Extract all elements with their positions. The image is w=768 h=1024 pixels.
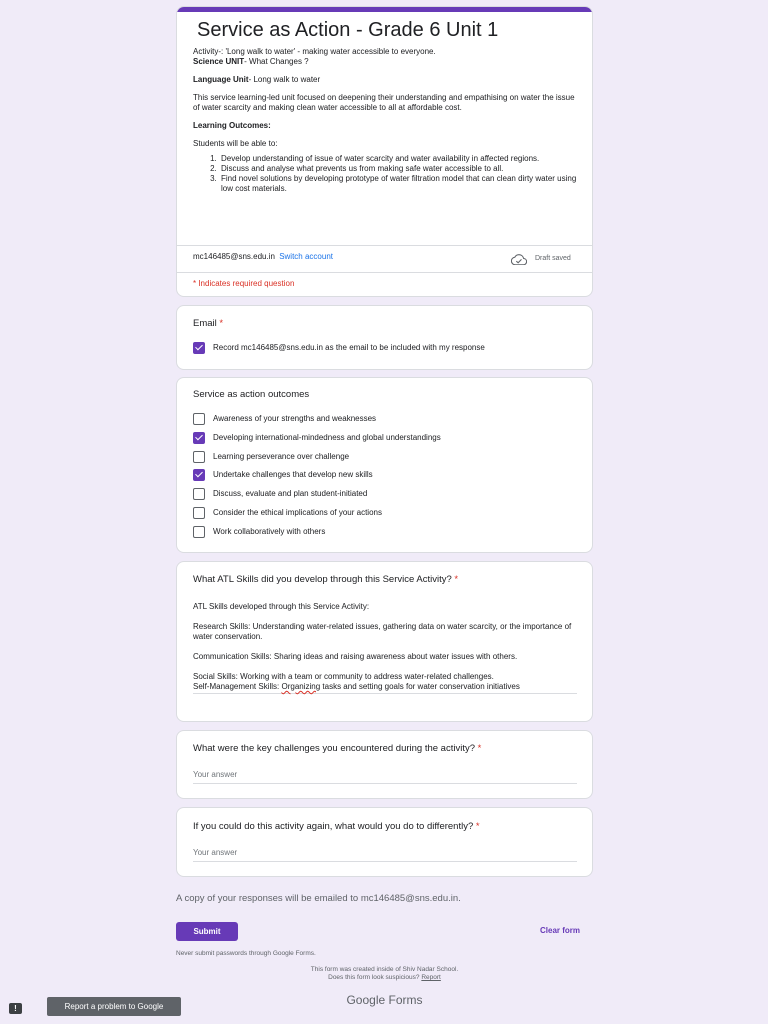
atl-answer-line: Research Skills: Understanding water-related issues, gathering data on water scarcity, or the importance of water conservation.: [193, 622, 572, 641]
clear-form-button[interactable]: Clear form: [540, 926, 581, 935]
atl-answer-textarea[interactable]: [193, 602, 577, 694]
outcome-option[interactable]: [193, 487, 367, 500]
science-unit-value: - What Changes ?: [244, 57, 309, 66]
feedback-icon[interactable]: !: [9, 1003, 22, 1014]
differently-answer-input[interactable]: Your answer: [193, 846, 577, 862]
students-line: Students will be able to:: [193, 139, 278, 148]
description-paragraph: This service learning-led unit focused on deepening their understanding and empathising on water the issue of water scarcity and making clean water accessible to all at affordable cost.: [193, 93, 575, 112]
google-forms-logo[interactable]: Google Forms: [346, 993, 423, 1007]
challenges-question-card: [176, 730, 593, 799]
outcome-label: Consider the ethical implications of your actions: [213, 508, 382, 517]
outcome-label: Developing international-mindedness and global understandings: [213, 433, 441, 442]
outcome-option[interactable]: [193, 431, 441, 444]
outcome-checkbox[interactable]: [193, 451, 205, 463]
science-unit-label: Science UNIT: [193, 57, 245, 66]
learning-outcome-item: 3. Find novel solutions by developing prototype of water filtration model that can clean dirty water using low cost materials.: [219, 174, 577, 194]
suspicious-line: Does this form look suspicious? Report: [328, 974, 441, 981]
record-email-checkbox-row[interactable]: [193, 341, 485, 354]
outcome-checkbox[interactable]: [193, 413, 205, 425]
account-email-line: [193, 252, 333, 261]
outcomes-question-title: Service as action outcomes: [193, 389, 310, 400]
outcome-checkbox[interactable]: [193, 488, 205, 500]
atl-answer-line: ATL Skills developed through this Service Activity:: [193, 602, 370, 611]
header-accent-bar: [177, 7, 592, 12]
copy-responses-note: A copy of your responses will be emailed to mc146485@sns.edu.in.: [176, 893, 461, 904]
submit-button[interactable]: Submit: [176, 922, 238, 941]
outcome-label: Learning perseverance over challenge: [213, 452, 350, 461]
email-question-card: [176, 305, 593, 370]
science-unit-line: [193, 57, 577, 67]
differently-question-card: [176, 807, 593, 877]
language-unit-label: Language Unit: [193, 75, 249, 84]
atl-answer-line: Communication Skills: Sharing ideas and raising awareness about water issues with others.: [193, 652, 518, 661]
differently-question-title: If you could do this activity again, what would you do to differently? *: [193, 821, 480, 832]
switch-account-link[interactable]: Switch account: [279, 252, 333, 261]
form-header-card: [176, 6, 593, 297]
outcome-label: Awareness of your strengths and weaknesses: [213, 414, 377, 423]
learning-outcome-item: 1. Develop understanding of issue of water scarcity and water availability in affected regions.: [219, 154, 577, 164]
report-link[interactable]: Report: [421, 974, 441, 981]
outcome-option[interactable]: [193, 412, 376, 425]
outcome-option[interactable]: [193, 450, 349, 463]
outcome-checkbox[interactable]: [193, 469, 205, 481]
learning-outcomes-heading: Learning Outcomes:: [193, 121, 271, 130]
language-unit-line: [193, 75, 577, 85]
outcome-checkbox[interactable]: [193, 432, 205, 444]
learning-outcomes-list: [219, 154, 577, 194]
required-note: * Indicates required question: [193, 279, 295, 288]
password-warning: Never submit passwords through Google Forms.: [176, 950, 316, 957]
atl-answer-line: Social Skills: Working with a team or community to address water-related challenges.: [193, 672, 494, 681]
account-row: [177, 245, 592, 273]
learning-outcome-item: 2. Discuss and analyse what prevents us from making safe water accessible to all.: [219, 164, 577, 174]
outcome-label: Discuss, evaluate and plan student-initiated: [213, 489, 368, 498]
spellcheck-word: Organizing: [281, 682, 321, 691]
challenges-question-title: What were the key challenges you encountered during the activity? *: [193, 743, 482, 754]
atl-question-title: What ATL Skills did you develop through this Service Activity? *: [193, 574, 459, 585]
cloud-saved-icon: [511, 254, 527, 265]
outcome-option[interactable]: [193, 525, 325, 538]
outcome-label: Undertake challenges that develop new skills: [213, 470, 373, 479]
outcome-checkbox[interactable]: [193, 507, 205, 519]
email-question-title: Email *: [193, 318, 224, 329]
outcome-option[interactable]: [193, 506, 382, 519]
outcome-option[interactable]: [193, 468, 373, 481]
record-email-checkbox[interactable]: [193, 342, 205, 354]
account-email: mc146485@sns.edu.in: [193, 252, 275, 261]
atl-question-card: [176, 561, 593, 722]
atl-answer-line: Self-Management Skills: Organizing tasks and setting goals for water conservation initiatives: [193, 682, 520, 691]
outcomes-question-card: [176, 377, 593, 553]
form-origin-note: [176, 966, 593, 982]
activity-line: Activity-: 'Long walk to water' - making water accessible to everyone.: [193, 47, 436, 56]
form-title: Service as Action - Grade 6 Unit 1: [197, 19, 499, 41]
created-line: This form was created inside of Shiv Nadar School.: [310, 966, 459, 973]
language-unit-value: - Long walk to water: [248, 75, 321, 84]
challenges-answer-input[interactable]: Your answer: [193, 768, 577, 784]
outcome-label: Work collaboratively with others: [213, 527, 326, 536]
outcome-checkbox[interactable]: [193, 526, 205, 538]
report-problem-button[interactable]: Report a problem to Google: [47, 997, 181, 1016]
record-email-label: Record mc146485@sns.edu.in as the email to be included with my response: [213, 343, 485, 352]
draft-status: Draft saved: [535, 255, 571, 262]
form-description: [193, 47, 577, 194]
